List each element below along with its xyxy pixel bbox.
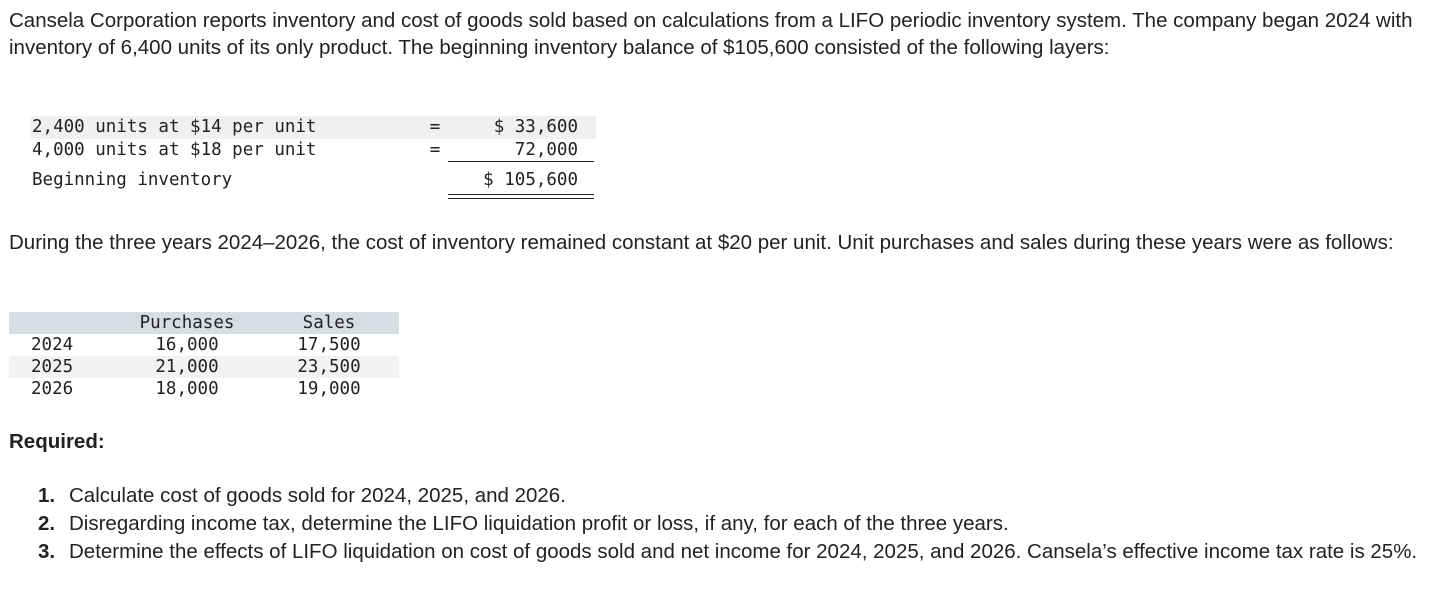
sales-cell: 23,500 — [297, 357, 361, 377]
cost-paragraph: During the three years 2024–2026, the cost of inventory remained constant at $20 per unit. Unit purchases and sales during these years were as follows: — [9, 231, 1394, 254]
purchases-sales-table — [9, 312, 399, 400]
inventory-layers-table — [30, 116, 596, 206]
equals-sign: = — [429, 140, 441, 160]
table-header-row — [9, 312, 399, 334]
total-double-rule — [448, 194, 594, 199]
required-item — [38, 538, 1428, 566]
sales-cell: 19,000 — [297, 379, 361, 399]
item-text: Disregarding income tax, determine the LIFO liquidation profit or loss, if any, for each of the three years. — [69, 512, 1009, 535]
layer-row — [30, 116, 596, 139]
year-cell: 2025 — [31, 357, 74, 377]
item-number: 1. — [38, 484, 56, 507]
table-row — [9, 334, 399, 356]
layer-description: 2,400 units at $14 per unit — [32, 117, 317, 137]
year-cell: 2024 — [31, 335, 74, 355]
subtotal-rule — [448, 161, 594, 162]
item-number: 2. — [38, 512, 56, 535]
item-number: 3. — [38, 540, 56, 563]
intro-paragraph: Cansela Corporation reports inventory and cost of goods sold based on calculations from a LIFO periodic inventory system. The company began 2024 with inventory of 6,400 units of its only product. The beginning inventory balance of $105,600 consisted of the following layers: — [9, 9, 1413, 59]
required-item — [38, 510, 1428, 538]
table-row — [9, 356, 399, 378]
layer-amount: $ 33,600 — [493, 117, 578, 137]
required-item — [38, 482, 1428, 510]
required-heading: Required: — [9, 430, 105, 453]
layer-row — [30, 139, 596, 162]
header-purchases: Purchases — [139, 313, 235, 333]
table-row — [9, 378, 399, 400]
required-list — [38, 482, 1428, 566]
layer-amount: 72,000 — [514, 140, 578, 160]
equals-sign: = — [429, 117, 441, 137]
layer-total-row — [30, 169, 596, 192]
total-amount: $ 105,600 — [483, 170, 578, 190]
purchases-cell: 21,000 — [155, 357, 219, 377]
year-cell: 2026 — [31, 379, 74, 399]
layer-description: 4,000 units at $18 per unit — [32, 140, 317, 160]
sales-cell: 17,500 — [297, 335, 361, 355]
purchases-cell: 16,000 — [155, 335, 219, 355]
header-sales: Sales — [302, 313, 356, 333]
purchases-cell: 18,000 — [155, 379, 219, 399]
item-text: Determine the effects of LIFO liquidation on cost of goods sold and net income for 2024, 2025, and 2026. Cansela’s effective income tax rate is 25%. — [69, 540, 1418, 563]
total-label: Beginning inventory — [32, 170, 233, 190]
item-text: Calculate cost of goods sold for 2024, 2025, and 2026. — [69, 484, 566, 507]
